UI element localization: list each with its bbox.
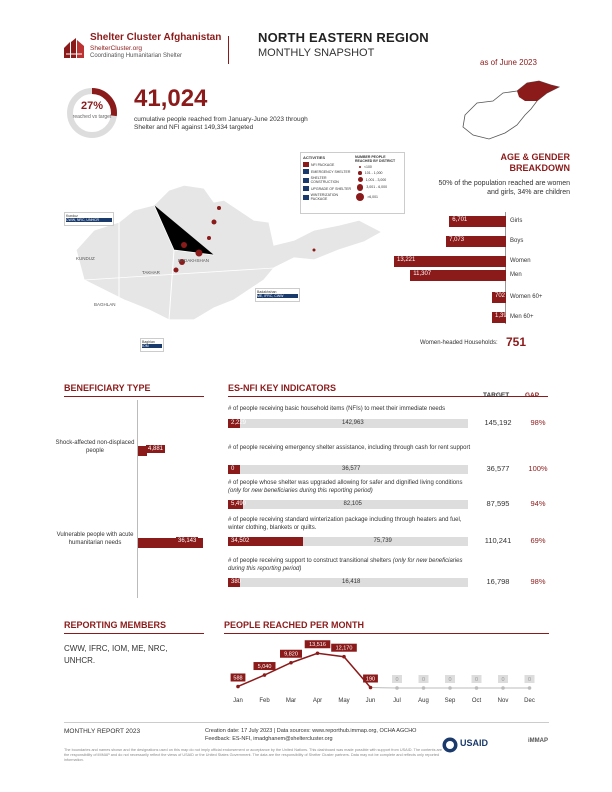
legend-size-item <box>355 193 403 201</box>
gap-header: GAP <box>525 392 540 399</box>
indicator-reached: 380 <box>231 579 242 585</box>
callout-header: Kunduz <box>66 214 78 218</box>
data-label: 9,820 <box>284 651 298 658</box>
indicator-remaining: 16,418 <box>342 579 361 585</box>
legend-activity-label: UPGRADE OF SHELTER <box>311 186 351 191</box>
age-gender-label: Boys <box>510 238 524 244</box>
indicator-progress <box>228 537 468 546</box>
data-label: 13,516 <box>309 642 326 649</box>
indicator-label: # of people receiving emergency shelter assistance, including through cash for rent support <box>228 445 471 451</box>
legend-size-label: <100 <box>364 165 372 169</box>
indicator-progress <box>228 578 468 587</box>
legend-size-label: >6,001 <box>367 194 378 199</box>
indicator-reached: 34,502 <box>231 538 250 544</box>
callout-partners: CWW, NRC, UNHCR <box>66 218 112 222</box>
age-gender-label: Men 60+ <box>510 314 534 320</box>
report-title: MONTHLY REPORT 2023 <box>64 728 141 735</box>
org-tagline: Coordinating Humanitarian Shelter <box>90 53 183 59</box>
indicator-remaining: 36,577 <box>342 466 361 472</box>
age-gender-value: 1,398 <box>495 313 511 319</box>
indicator-remaining: 142,963 <box>342 419 364 426</box>
afghanistan-inset-map <box>455 75 565 145</box>
legend-activity-item <box>303 193 353 201</box>
beneficiary-axis <box>137 400 138 598</box>
indicator-target: 16,798 <box>486 577 510 586</box>
footer-rule <box>64 722 549 723</box>
data-label: 0 <box>421 677 426 683</box>
callout-header: Badakhshan <box>257 290 277 294</box>
disclaimer: The boundaries and names shown and the designations used on this map do not imply official endorsement or acceptance by the United Nations. This dashboard was made possible with support from USAID. The contents are the responsibility of iMMAP and do not necessarily reflect the views of USAID or the United States Government. The data are the responsibility of Shelter Cluster partners. Data may not be complete and reflects only reported information. <box>64 748 443 762</box>
age-gender-row <box>380 270 580 281</box>
x-tick-label: Jun <box>365 698 376 704</box>
age-gender-desc: 50% of the population reached are women and girls, 34% are children <box>438 180 570 196</box>
x-tick-label: Oct <box>471 698 482 704</box>
indicator-target: 87,595 <box>486 499 510 508</box>
data-label: 5,040 <box>257 664 272 671</box>
age-gender-row <box>380 292 580 303</box>
age-gender-title: AGE & GENDER BREAKDOWN <box>500 152 570 173</box>
legend-activity-label: EMERGENCY SHELTER <box>311 169 351 174</box>
callout-header: Baghlan <box>142 340 155 344</box>
indicator-label: # of people receiving basic household items (NFIs) to meet their immediate needs <box>228 406 446 412</box>
percent-label: reached vs target <box>72 114 112 120</box>
members-rule <box>64 633 204 634</box>
activity-icon <box>303 186 309 191</box>
age-gender-bar <box>394 256 506 267</box>
beneficiary-value: 4,881 <box>148 446 164 452</box>
indicator-progress-fill <box>228 537 303 546</box>
age-gender-bar <box>492 312 511 323</box>
beneficiary-value: 36,143 <box>178 538 197 544</box>
data-point <box>369 686 373 690</box>
indicator-text <box>228 406 473 414</box>
data-label: 0 <box>501 677 505 683</box>
size-circle <box>356 193 364 201</box>
indicator-text <box>228 445 473 453</box>
age-gender-row <box>380 312 580 323</box>
header-divider <box>228 36 229 64</box>
indicator-progress-fill <box>228 465 240 474</box>
indicator-remaining: 75,739 <box>373 538 392 544</box>
indicator-note: (only for new beneficiaries during this reporting period) <box>228 558 463 572</box>
x-tick-label: Feb <box>259 698 270 704</box>
chart-rule <box>224 633 549 634</box>
callout-kunduz <box>64 212 114 226</box>
indicator-gap: 94% <box>530 499 546 508</box>
members-title: REPORTING MEMBERS <box>64 620 167 630</box>
province-label-baghlan: BAGHLAN <box>94 302 116 307</box>
data-point <box>448 686 452 690</box>
legend-title: ACTIVITIES <box>303 155 326 160</box>
beneficiary-label: Vulnerable people with acute humanitarian needs <box>56 532 134 546</box>
activity-icon <box>303 178 309 183</box>
callout-partners: IOM <box>142 344 162 348</box>
beneficiary-rule <box>64 396 204 397</box>
indicator-label: # of people receiving standard winterization package including through heaters and fuel, winter clothing, blankets or quilts. <box>228 517 462 531</box>
province-label-badakhshan: BADAKHSHAN <box>178 258 210 263</box>
indicator-progress <box>228 465 468 474</box>
legend-activity-item <box>303 176 353 184</box>
callout-baghlan <box>140 338 164 352</box>
legend-size-label: 101 - 1,000 <box>364 171 383 175</box>
x-tick-label: Dec <box>524 698 535 704</box>
data-label: 12,170 <box>335 645 353 652</box>
age-gender-value: 11,307 <box>413 271 432 277</box>
legend-size-item <box>355 171 403 175</box>
indicator-reached: 0 <box>231 466 235 472</box>
legend-size-label: 1,001 - 3,000 <box>365 177 387 182</box>
data-label: 0 <box>474 677 479 683</box>
age-gender-row <box>380 236 580 247</box>
data-point <box>263 673 267 677</box>
indicator-progress-fill <box>228 419 247 428</box>
data-point <box>236 685 240 689</box>
org-name: Shelter Cluster Afghanistan <box>90 32 222 43</box>
x-tick-label: Sep <box>444 698 456 704</box>
indicator-text <box>228 480 473 495</box>
age-gender-value: 7,073 <box>449 237 465 243</box>
data-point <box>316 651 320 655</box>
data-point <box>342 655 346 659</box>
indicator-target: 145,192 <box>484 417 512 427</box>
region-title: NORTH EASTERN REGION <box>258 30 429 45</box>
indicator-target: 36,577 <box>486 464 510 473</box>
age-gender-label: Men <box>510 272 522 278</box>
callout-partners: ME, IFRC, CWW <box>257 294 298 298</box>
legend-activity-label: NFI PACKAGE <box>311 162 335 167</box>
percent-reached: 27% <box>80 100 104 112</box>
size-circle <box>358 171 362 175</box>
data-point <box>501 686 505 690</box>
org-site[interactable]: ShelterCluster.org <box>90 45 143 52</box>
indicator-label: # of people whose shelter was upgraded allowing for safer and dignified living conditions <box>228 480 463 486</box>
indicator-reached: 2,229 <box>231 419 247 426</box>
province-label-takhar: TAKHAR <box>142 270 160 275</box>
legend-size-item <box>355 165 403 169</box>
age-gender-bar <box>446 236 506 247</box>
whh-label: Women-headed Households: <box>420 340 498 346</box>
indicator-gap: 69% <box>530 536 546 545</box>
indicator-progress <box>228 500 468 509</box>
size-circle <box>358 177 363 182</box>
indicator-text <box>228 517 473 532</box>
usaid-seal-icon <box>442 737 458 753</box>
data-label: 0 <box>395 677 399 683</box>
series-line <box>238 653 371 687</box>
beneficiary-title: BENEFICIARY TYPE <box>64 383 151 393</box>
data-point <box>422 686 426 690</box>
age-gender-bar <box>410 270 506 281</box>
usaid-logo: USAID <box>460 738 489 748</box>
legend-activity-item <box>303 186 353 191</box>
shelter-cluster-logo <box>62 34 88 60</box>
immap-logo: iMMAP <box>528 738 548 744</box>
data-label: 588 <box>233 675 243 682</box>
legend-size-title: NUMBER PEOPLE REACHED BY DISTRICT <box>355 155 396 163</box>
callout-badakhshan <box>255 288 300 302</box>
indicator-reached: 5,490 <box>231 501 247 507</box>
beneficiary-label: Shock-affected non-displaced people <box>55 440 135 454</box>
legend-activity-label: WINTERIZATION PACKAGE <box>310 193 339 201</box>
age-gender-label: Women 60+ <box>510 294 543 300</box>
age-gender-value: 702 <box>495 293 506 299</box>
age-gender-label: Girls <box>510 218 523 224</box>
progress-donut <box>65 86 119 140</box>
x-tick-label: Jul <box>393 698 401 704</box>
province-label-kunduz: KUNDUZ <box>76 256 95 261</box>
data-label: 0 <box>527 677 532 683</box>
creation-date[interactable]: Creation date: 17 July 2023 | Data sources: www.reporthub.immap.org, OCHA AGCHO <box>205 728 417 734</box>
monthly-line-chart <box>224 640 549 710</box>
indicator-progress-fill <box>228 578 240 587</box>
map-legend <box>300 152 405 214</box>
legend-activity-item <box>303 169 353 174</box>
members-list: CWW, IFRC, IOM, ME, NRC, UNHCR. <box>64 644 168 665</box>
snapshot-title: MONTHLY SNAPSHOT <box>258 47 375 59</box>
x-tick-label: Mar <box>285 698 297 704</box>
legend-size-item <box>355 177 403 182</box>
data-point <box>395 686 399 690</box>
size-circle <box>357 184 364 191</box>
age-gender-bar <box>492 292 506 303</box>
as-of-date: as of June 2023 <box>480 58 537 67</box>
indicator-text <box>228 558 473 573</box>
activity-icon <box>303 169 309 174</box>
legend-size-item <box>355 184 403 191</box>
whh-value: 751 <box>506 335 527 349</box>
data-point <box>289 661 293 665</box>
indicator-gap: 98% <box>530 417 546 427</box>
activity-icon <box>303 195 309 200</box>
indicators-title: ES-NFI KEY INDICATORS <box>228 383 337 393</box>
indicator-gap: 98% <box>530 577 546 586</box>
indicator-progress-fill <box>228 500 247 509</box>
x-tick-label: Aug <box>418 698 429 704</box>
data-label: 0 <box>448 677 452 683</box>
age-gender-axis <box>505 212 506 324</box>
age-gender-bar <box>449 216 506 227</box>
legend-activity-label: SHELTER CONSTRUCTION <box>310 176 339 184</box>
age-gender-value: 6,701 <box>452 217 468 223</box>
x-tick-label: Jan <box>233 698 243 704</box>
age-gender-value: 13,221 <box>397 257 416 263</box>
indicator-target: 110,241 <box>484 536 512 545</box>
indicator-remaining: 82,105 <box>343 501 362 507</box>
legend-activity-item <box>303 162 353 167</box>
x-tick-label: May <box>338 698 350 704</box>
x-tick-label: Apr <box>312 698 323 704</box>
age-gender-row <box>380 216 580 227</box>
age-gender-label: Women <box>510 258 531 264</box>
footer-credits <box>205 728 416 743</box>
people-reached-total: 41,024 <box>134 85 208 112</box>
data-point <box>528 686 532 690</box>
indicator-label: # of people receiving support to construct transitional shelters <box>228 558 392 564</box>
chart-title: PEOPLE REACHED PER MONTH <box>224 620 365 630</box>
data-point <box>475 686 479 690</box>
age-gender-row <box>380 256 580 267</box>
size-circle <box>359 166 361 168</box>
legend-size-label: 3,001 - 6,000 <box>366 185 388 190</box>
target-header: TARGET <box>483 392 510 399</box>
indicator-progress <box>228 419 468 428</box>
indicator-gap: 100% <box>528 464 548 473</box>
indicator-note: (only for new beneficiaries during this reporting period) <box>228 487 373 494</box>
feedback[interactable]: Feedback: ES-NFI, imadghanem@sheltercluster.org <box>205 735 333 742</box>
x-tick-label: Nov <box>497 698 509 704</box>
data-label: 190 <box>365 676 376 683</box>
activity-icon <box>303 162 309 167</box>
people-reached-desc: cumulative people reached from January-June 2023 through Shelter and NFI against 149,334 targeted <box>134 116 308 131</box>
